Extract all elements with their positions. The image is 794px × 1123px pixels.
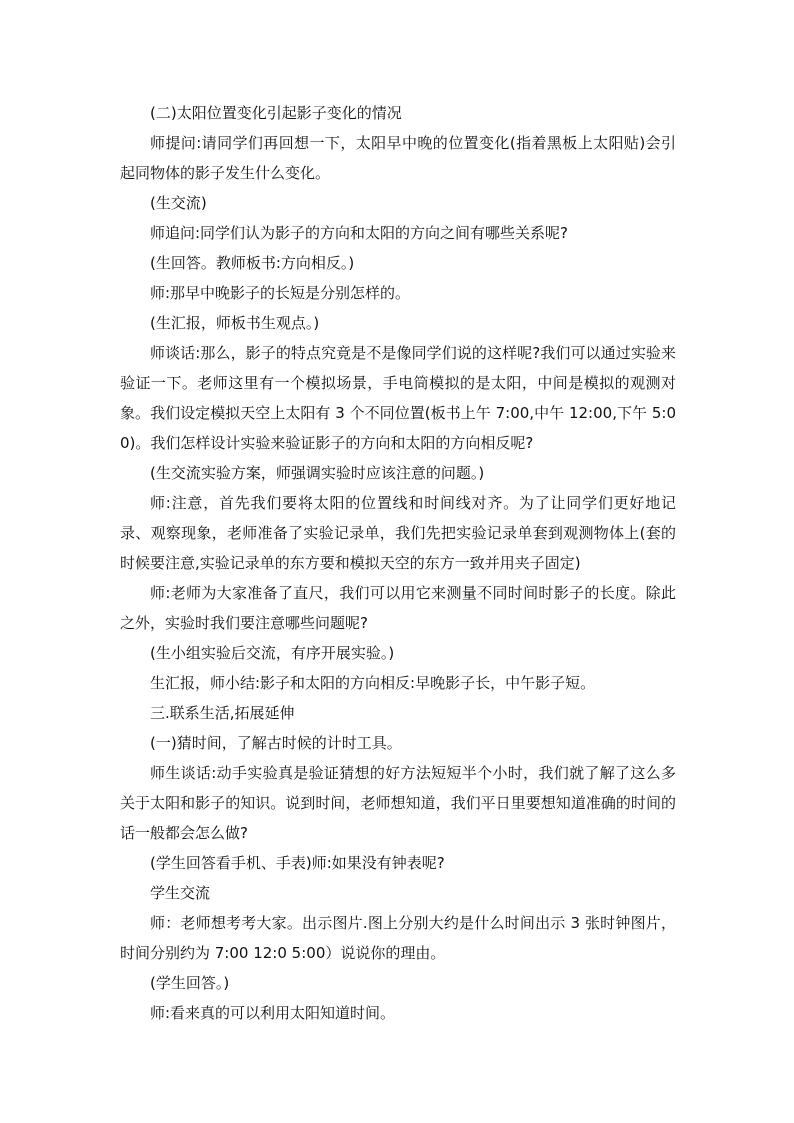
paragraph: 师谈话:那么，影子的特点究竟是不是像同学们说的这样呢?我们可以通过实验来验证一下。老师这里有一个模拟场景，手电筒模拟的是太阳，中间是模拟的观测对象。我们设定模拟天空上太阳有 3 个不同位置(板书上午 7:00,中午 12:00,下午 5:00)。我们怎样设计实验来验证影子的方向和太阳的方向相反呢?	[120, 344, 676, 452]
paragraph: 学生交流	[150, 884, 211, 902]
paragraph: 师提问:请同学们再回想一下，太阳早中晚的位置变化(指着黑板上太阳贴)会引起同物体的影子发生什么变化。	[120, 134, 676, 182]
paragraph: 师：老师想考考大家。出示图片.图上分别大约是什么时间出示 3 张时钟图片，时间分别约为 7:00 12:0 5:00）说说你的理由。	[120, 914, 676, 962]
paragraph: 师生谈话:动手实验真是验证猜想的好方法短短半个小时，我们就了解了这么多关于太阳和影子的知识。说到时间，老师想知道，我们平日里要想知道准确的时间的话一般都会怎么做?	[120, 764, 676, 842]
subsection-heading: (一)猜时间，了解古时候的计时工具。	[150, 734, 402, 752]
paragraph: 师:老师为大家准备了直尺，我们可以用它来测量不同时间时影子的长度。除此之外，实验时我们要注意哪些问题呢?	[120, 584, 676, 632]
paragraph: (生小组实验后交流，有序开展实验。)	[150, 644, 395, 662]
paragraph: (学生回答看手机、手表)师:如果没有钟表呢?	[150, 854, 445, 872]
paragraph: (生交流实验方案，师强调实验时应该注意的问题。)	[150, 464, 485, 482]
section-heading: 三.联系生活,拓展延伸	[150, 704, 295, 722]
paragraph: (生回答。教师板书:方向相反。)	[150, 254, 355, 272]
paragraph: 师:注意，首先我们要将太阳的位置线和时间线对齐。为了让同学们更好地记录、观察现象，老师准备了实验记录单，我们先把实验记录单套到观测物体上(套的时候要注意,实验记录单的东方要和模拟天空的东方一致并用夹子固定)	[120, 494, 676, 572]
paragraph: 生汇报，师小结:影子和太阳的方向相反:早晚影子长，中午影子短。	[150, 674, 596, 692]
document-body	[120, 98, 676, 1028]
paragraph: (生交流)	[150, 194, 207, 212]
paragraph: 师:看来真的可以利用太阳知道时间。	[150, 1004, 396, 1022]
paragraph: 师追问:同学们认为影子的方向和太阳的方向之间有哪些关系呢?	[150, 224, 569, 242]
paragraph: (生汇报，师板书生观点。)	[150, 314, 320, 332]
paragraph: 师:那早中晚影子的长短是分别怎样的。	[150, 284, 411, 302]
section-heading: (二)太阳位置变化引起影子变化的情况	[150, 104, 402, 122]
paragraph: (学生回答。)	[150, 974, 230, 992]
